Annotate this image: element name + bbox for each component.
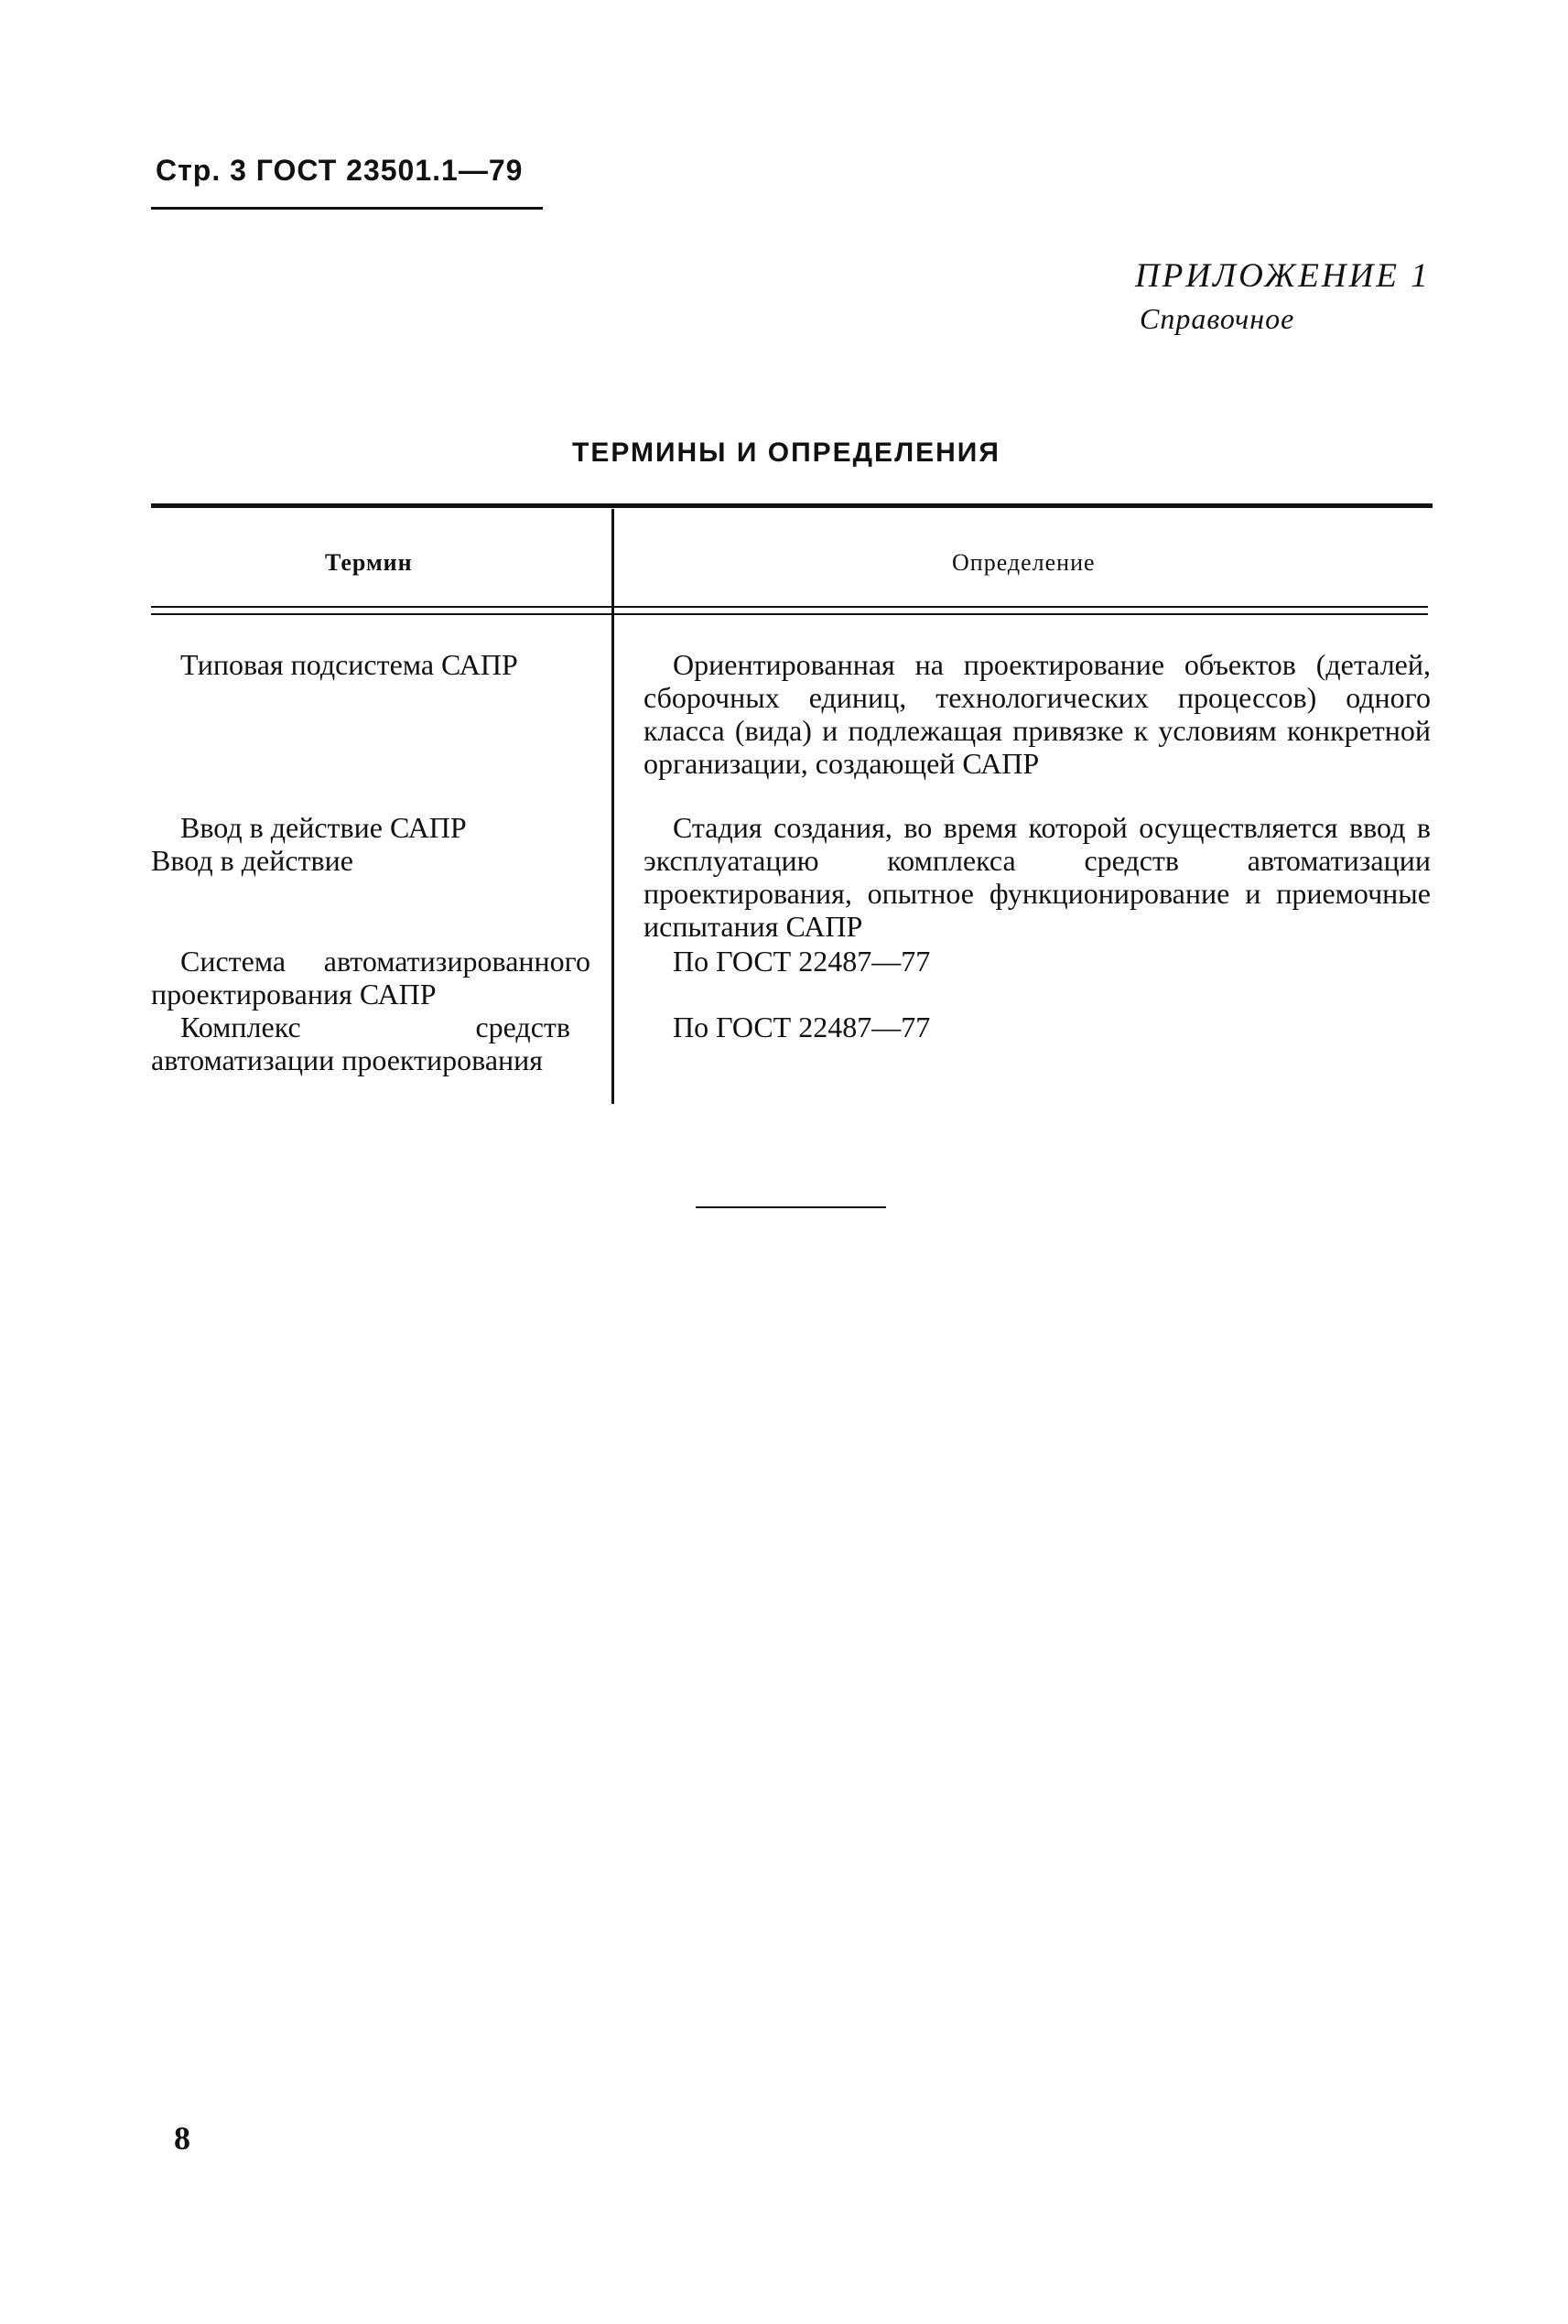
table-row-definition: По ГОСТ 22487—77	[673, 1011, 931, 1043]
table-row-definition: По ГОСТ 22487—77	[673, 945, 931, 978]
page-number: 8	[174, 2120, 190, 2156]
section-title: ТЕРМИНЫ И ОПРЕДЕЛЕНИЯ	[572, 438, 1000, 468]
table-header-term: Термин	[325, 549, 413, 576]
table-row-term-alt: Ввод в действие	[151, 844, 353, 877]
table-column-divider	[611, 509, 614, 1104]
table-row-term: Система автоматизированного проектирования САПР	[151, 945, 590, 1011]
end-rule	[696, 1206, 886, 1208]
table-row-term: Комплекс средств автоматизации проектирования	[151, 1011, 570, 1076]
appendix-title: ПРИЛОЖЕНИЕ 1	[1135, 257, 1431, 295]
table-header-rule-double	[151, 613, 1428, 615]
page-header: Стр. 3 ГОСТ 23501.1—79	[156, 154, 524, 187]
table-row-definition: Ориентированная на проектирование объектов (деталей, сборочных единиц, технологических процессов) одного класса (вида) и подлежащая привязке к условиям конкретной организации, создающей САПР	[643, 648, 1431, 780]
table-row-term: Типовая подсистема САПР	[180, 648, 518, 681]
appendix-subtitle: Справочное	[1140, 302, 1295, 335]
table-row-definition: Стадия создания, во время которой осуществляется ввод в эксплуатацию комплекса средств автоматизации проектирования, опытное функционирование и приемочные испытания САПР	[643, 811, 1431, 943]
header-underline	[151, 207, 543, 210]
table-top-rule	[151, 503, 1433, 508]
table-row-term: Ввод в действие САПР	[180, 811, 467, 844]
table-header-rule	[151, 606, 1428, 608]
table-header-definition: Определение	[952, 549, 1096, 576]
